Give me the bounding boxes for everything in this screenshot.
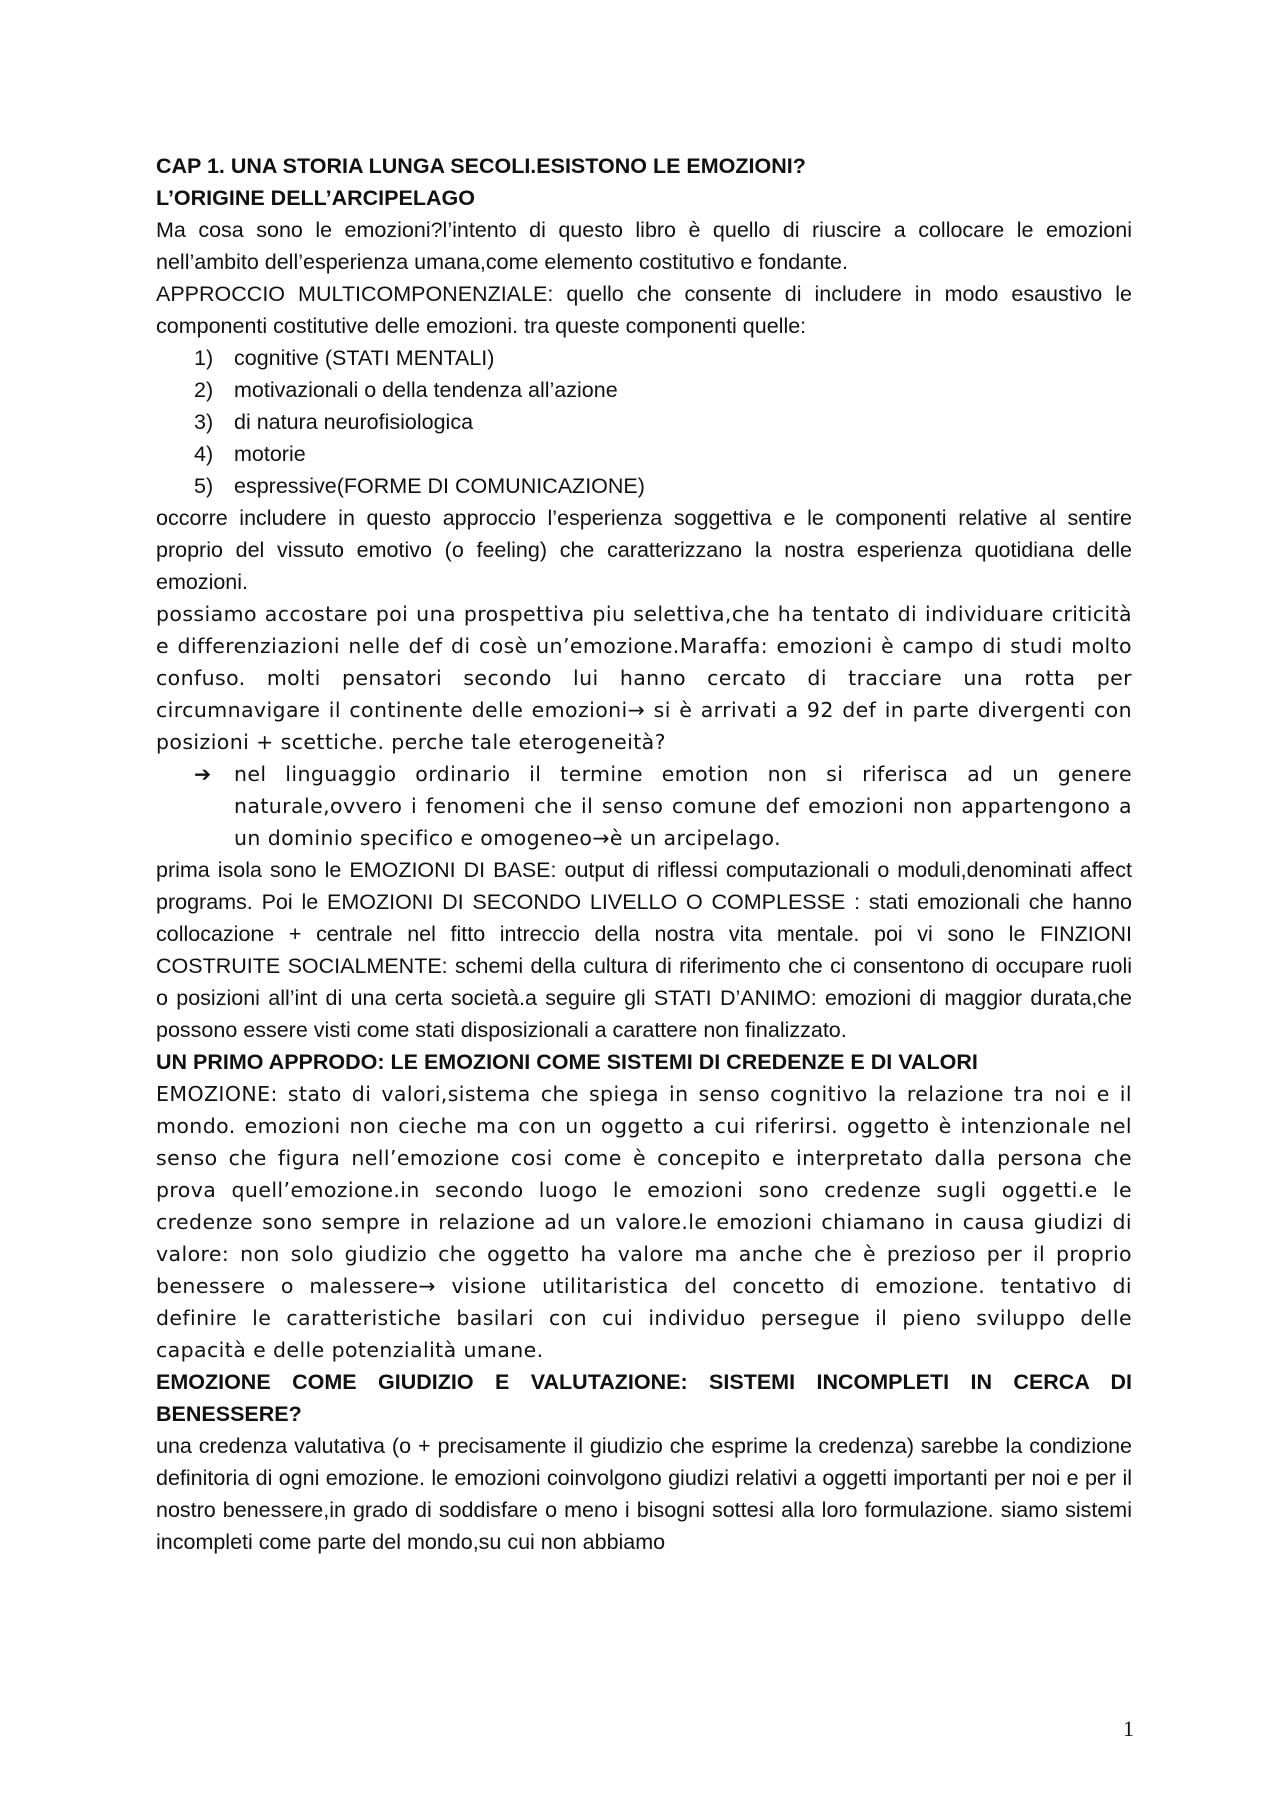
list-item — [156, 342, 1132, 374]
list-item-number: 4) — [194, 442, 214, 466]
page-number: 1 — [1123, 1716, 1134, 1741]
approach-paragraph: APPROCCIO MULTICOMPONENZIALE: quello che consente di includere in modo esaustivo le componenti costitutive delle emozioni. tra queste componenti quelle: — [156, 282, 1132, 338]
section2-paragraph: EMOZIONE: stato di valori,sistema che spiega in senso cognitivo la relazione tra noi e il mondo. emozioni non cieche ma con un oggetto a cui riferirsi. oggetto è intenzionale nel senso che figura nell’emozione cosi come è concepito e interpretato dalla persona che prova quell’emozione.in secondo luogo le emozioni sono credenze sugli oggetti.e le credenze sono sempre in relazione ad un valore.le emozioni chiamano in causa giudizi di valore: non solo giudizio che oggetto ha valore ma anche che è prezioso per il proprio benessere o malessere→ visione utilitaristica del concetto di emozione. tentativo di definire le caratteristiche basilari con cui individuo persegue il pieno sviluppo delle capacità e delle potenzialità umane. — [156, 1082, 1132, 1362]
list-item-number: 3) — [194, 410, 214, 434]
list-item-text: di natura neurofisiologica — [234, 410, 474, 434]
list-item-text: espressive(FORME DI COMUNICAZIONE) — [234, 474, 645, 498]
list-item — [156, 470, 1132, 502]
list-item-number: 2) — [194, 378, 214, 402]
section-title: L’ORIGINE DELL’ARCIPELAGO — [156, 186, 475, 210]
selective-paragraph: possiamo accostare poi una prospettiva piu selettiva,che ha tentato di individuare criticità e differenziazioni nelle def di cosè un’emozione.Maraffa: emozioni è campo di studi molto confuso. molti pensatori secondo lui hanno cercato di tracciare una rotta per circumnavigare il continente delle emozioni→ si è arrivati a 92 def in parte divergenti con posizioni + scettiche. perche tale eterogeneità? — [156, 602, 1132, 754]
list-item — [156, 374, 1132, 406]
islands-paragraph: prima isola sono le EMOZIONI DI BASE: output di riflessi computazionali o moduli,denominati affect programs. Poi le EMOZIONI DI SECONDO LIVELLO O COMPLESSE : stati emozionali che hanno collocazione + centrale nel fitto intreccio della nostra vita mentale. poi vi sono le FINZIONI COSTRUITE SOCIALMENTE: schemi della cultura di riferimento che ci consentono di occupare ruoli o posizioni all’int di una certa società.a seguire gli STATI D’ANIMO: emozioni di maggior durata,che possono essere visti come stati disposizionali a carattere non finalizzato. — [156, 858, 1132, 1042]
list-item-text: motorie — [234, 442, 306, 466]
arrow-bullet-icon: ➔ — [194, 762, 212, 786]
components-list — [156, 342, 1132, 502]
list-item-number: 1) — [194, 346, 214, 370]
arrow-list — [156, 758, 1132, 854]
chapter-title: CAP 1. UNA STORIA LUNGA SECOLI.ESISTONO LE EMOZIONI? — [156, 154, 806, 178]
list-item — [156, 438, 1132, 470]
list-item-number: 5) — [194, 474, 214, 498]
section3-paragraph: una credenza valutativa (o + precisamente il giudizio che esprime la credenza) sarebbe la condizione definitoria di ogni emozione. le emozioni coinvolgono giudizi relativi a oggetti importanti per noi e per il nostro benessere,in grado di soddisfare o meno i bisogni sottesi alla loro formulazione. siamo sistemi incompleti come parte del mondo,su cui non abbiamo — [156, 1434, 1132, 1554]
list-item-text: cognitive (STATI MENTALI) — [234, 346, 495, 370]
subjective-paragraph: occorre includere in questo approccio l’esperienza soggettiva e le componenti relative al sentire proprio del vissuto emotivo (o feeling) che caratterizzano la nostra esperienza quotidiana delle emozioni. — [156, 506, 1132, 594]
document-page — [156, 150, 1132, 1558]
list-item-text: nel linguaggio ordinario il termine emotion non si riferisca ad un genere naturale,ovvero i fenomeni che il senso comune def emozioni non appartengono a un dominio specifico e omogeneo→è un arcipelago. — [234, 762, 1132, 850]
list-item — [156, 758, 1132, 854]
list-item-text: motivazionali o della tendenza all’azione — [234, 378, 618, 402]
section2-heading: UN PRIMO APPRODO: LE EMOZIONI COME SISTEMI DI CREDENZE E DI VALORI — [156, 1050, 978, 1074]
list-item — [156, 406, 1132, 438]
intro-paragraph: Ma cosa sono le emozioni?l’intento di questo libro è quello di riuscire a collocare le emozioni nell’ambito dell’esperienza umana,come elemento costitutivo e fondante. — [156, 218, 1132, 274]
section3-heading: EMOZIONE COME GIUDIZIO E VALUTAZIONE: SISTEMI INCOMPLETI IN CERCA DI BENESSERE? — [156, 1370, 1132, 1426]
